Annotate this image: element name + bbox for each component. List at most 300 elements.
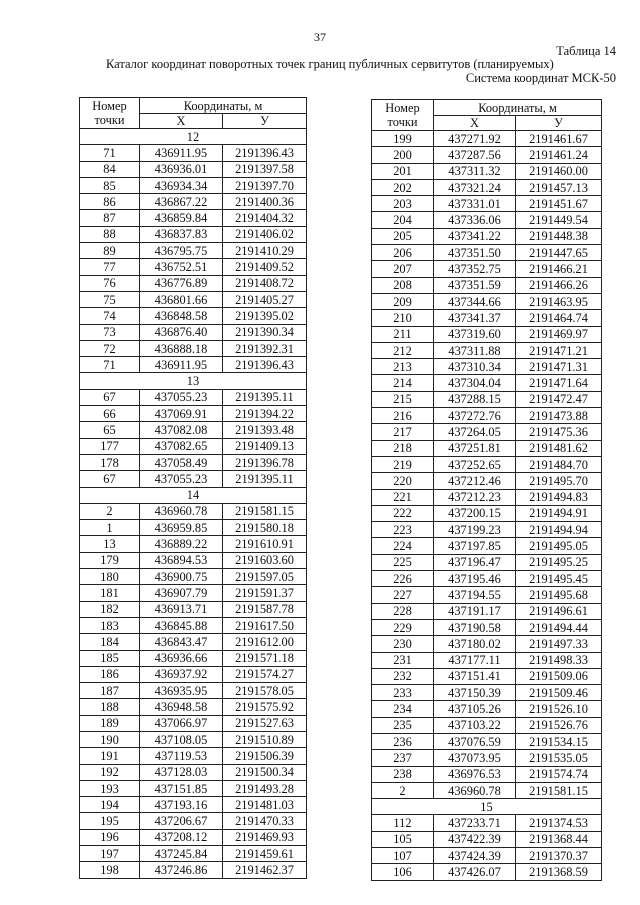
y-coordinate-cell: 2191406.02	[223, 226, 307, 242]
x-coordinate-cell: 437073.95	[434, 750, 516, 766]
table-row	[80, 357, 307, 373]
y-coordinate-cell: 2191612.00	[223, 634, 307, 650]
y-coordinate-cell: 2191409.52	[223, 259, 307, 275]
point-number-cell: 195	[80, 813, 140, 829]
header-point-number-line2: точки	[387, 115, 418, 129]
section-row	[372, 799, 602, 815]
point-number-cell: 230	[372, 636, 434, 652]
table-row	[372, 440, 602, 456]
section-row	[80, 129, 307, 145]
x-coordinate-cell: 437103.22	[434, 717, 516, 733]
y-coordinate-cell: 2191495.45	[516, 571, 602, 587]
point-number-cell: 1	[80, 520, 140, 536]
y-coordinate-cell: 2191396.43	[223, 145, 307, 161]
x-coordinate-cell: 437351.50	[434, 245, 516, 261]
table-row	[372, 277, 602, 293]
table-row	[372, 375, 602, 391]
x-coordinate-cell: 436960.78	[434, 782, 516, 798]
x-coordinate-cell: 437341.22	[434, 228, 516, 244]
header-x: X	[434, 116, 516, 131]
x-coordinate-cell: 436776.89	[140, 275, 223, 291]
table-row	[80, 829, 307, 845]
x-coordinate-cell: 436845.88	[140, 617, 223, 633]
y-coordinate-cell: 2191469.93	[223, 829, 307, 845]
table-row	[80, 406, 307, 422]
x-coordinate-cell: 436867.22	[140, 194, 223, 210]
x-coordinate-cell: 437311.32	[434, 163, 516, 179]
section-label: 15	[372, 799, 602, 815]
table-row	[372, 391, 602, 407]
y-coordinate-cell: 2191475.36	[516, 424, 602, 440]
table-row	[80, 275, 307, 291]
x-coordinate-cell: 437105.26	[434, 701, 516, 717]
point-number-cell: 186	[80, 666, 140, 682]
y-coordinate-cell: 2191463.95	[516, 293, 602, 309]
table-row	[372, 750, 602, 766]
table-row	[372, 554, 602, 570]
x-coordinate-cell: 437288.15	[434, 391, 516, 407]
point-number-cell: 204	[372, 212, 434, 228]
point-number-cell: 86	[80, 194, 140, 210]
point-number-cell: 203	[372, 196, 434, 212]
x-coordinate-cell: 437076.59	[434, 733, 516, 749]
table-row	[80, 585, 307, 601]
y-coordinate-cell: 2191481.03	[223, 797, 307, 813]
x-coordinate-cell: 436934.34	[140, 177, 223, 193]
y-coordinate-cell: 2191448.38	[516, 228, 602, 244]
point-number-cell: 191	[80, 748, 140, 764]
table-row	[372, 522, 602, 538]
y-coordinate-cell: 2191535.05	[516, 750, 602, 766]
point-number-cell: 192	[80, 764, 140, 780]
point-number-cell: 107	[372, 848, 434, 864]
y-coordinate-cell: 2191484.70	[516, 456, 602, 472]
table-row	[372, 228, 602, 244]
x-coordinate-cell: 437058.49	[140, 454, 223, 470]
point-number-cell: 207	[372, 261, 434, 277]
x-coordinate-cell: 437252.65	[434, 456, 516, 472]
table-row	[372, 505, 602, 521]
table-body-right	[372, 131, 602, 881]
table-row	[372, 131, 602, 147]
point-number-cell: 221	[372, 489, 434, 505]
y-coordinate-cell: 2191581.15	[516, 782, 602, 798]
x-coordinate-cell: 437197.85	[434, 538, 516, 554]
table-row	[80, 520, 307, 536]
table-row	[80, 666, 307, 682]
y-coordinate-cell: 2191469.97	[516, 326, 602, 342]
point-number-cell: 106	[372, 864, 434, 880]
point-number-cell: 206	[372, 245, 434, 261]
table-row	[372, 310, 602, 326]
point-number-cell: 183	[80, 617, 140, 633]
y-coordinate-cell: 2191471.64	[516, 375, 602, 391]
x-coordinate-cell: 437426.07	[434, 864, 516, 880]
x-coordinate-cell: 436911.95	[140, 357, 223, 373]
point-number-cell: 225	[372, 554, 434, 570]
y-coordinate-cell: 2191404.32	[223, 210, 307, 226]
x-coordinate-cell: 436937.92	[140, 666, 223, 682]
table-row	[372, 619, 602, 635]
y-coordinate-cell: 2191495.70	[516, 473, 602, 489]
x-coordinate-cell: 437055.23	[140, 471, 223, 487]
y-coordinate-cell: 2191495.25	[516, 554, 602, 570]
x-coordinate-cell: 436795.75	[140, 243, 223, 259]
table-row	[80, 797, 307, 813]
y-coordinate-cell: 2191509.46	[516, 685, 602, 701]
y-coordinate-cell: 2191393.48	[223, 422, 307, 438]
point-number-cell: 233	[372, 685, 434, 701]
table-row	[80, 683, 307, 699]
coordinates-table-left	[79, 97, 307, 879]
y-coordinate-cell: 2191497.33	[516, 636, 602, 652]
y-coordinate-cell: 2191494.91	[516, 505, 602, 521]
x-coordinate-cell: 437055.23	[140, 389, 223, 405]
point-number-cell: 73	[80, 324, 140, 340]
table-row	[80, 340, 307, 356]
y-coordinate-cell: 2191574.74	[516, 766, 602, 782]
x-coordinate-cell: 436876.40	[140, 324, 223, 340]
header-y: У	[223, 114, 307, 129]
y-coordinate-cell: 2191374.53	[516, 815, 602, 831]
point-number-cell: 198	[80, 862, 140, 878]
point-number-cell: 237	[372, 750, 434, 766]
table-row	[80, 715, 307, 731]
point-number-cell: 178	[80, 454, 140, 470]
x-coordinate-cell: 437352.75	[434, 261, 516, 277]
x-coordinate-cell: 437310.34	[434, 359, 516, 375]
y-coordinate-cell: 2191461.24	[516, 147, 602, 163]
table-row	[80, 210, 307, 226]
y-coordinate-cell: 2191506.39	[223, 748, 307, 764]
table-row	[80, 731, 307, 747]
x-coordinate-cell: 437319.60	[434, 326, 516, 342]
x-coordinate-cell: 436843.47	[140, 634, 223, 650]
y-coordinate-cell: 2191461.67	[516, 131, 602, 147]
x-coordinate-cell: 436907.79	[140, 585, 223, 601]
x-coordinate-cell: 437336.06	[434, 212, 516, 228]
x-coordinate-cell: 437196.47	[434, 554, 516, 570]
y-coordinate-cell: 2191494.83	[516, 489, 602, 505]
x-coordinate-cell: 437119.53	[140, 748, 223, 764]
table-row	[80, 813, 307, 829]
table-row	[372, 538, 602, 554]
table-row	[372, 864, 602, 880]
table-row	[80, 764, 307, 780]
point-number-cell: 222	[372, 505, 434, 521]
x-coordinate-cell: 437264.05	[434, 424, 516, 440]
y-coordinate-cell: 2191610.91	[223, 536, 307, 552]
x-coordinate-cell: 437304.04	[434, 375, 516, 391]
y-coordinate-cell: 2191408.72	[223, 275, 307, 291]
y-coordinate-cell: 2191395.11	[223, 389, 307, 405]
point-number-cell: 190	[80, 731, 140, 747]
point-number-cell: 67	[80, 471, 140, 487]
y-coordinate-cell: 2191396.43	[223, 357, 307, 373]
point-number-cell: 75	[80, 291, 140, 307]
y-coordinate-cell: 2191459.61	[223, 846, 307, 862]
table-row	[372, 293, 602, 309]
y-coordinate-cell: 2191368.59	[516, 864, 602, 880]
x-coordinate-cell: 437287.56	[434, 147, 516, 163]
y-coordinate-cell: 2191464.74	[516, 310, 602, 326]
table-row	[372, 652, 602, 668]
point-number-cell: 232	[372, 668, 434, 684]
y-coordinate-cell: 2191370.37	[516, 848, 602, 864]
x-coordinate-cell: 436936.01	[140, 161, 223, 177]
point-number-cell: 177	[80, 438, 140, 454]
y-coordinate-cell: 2191493.28	[223, 780, 307, 796]
y-coordinate-cell: 2191397.58	[223, 161, 307, 177]
table-row	[372, 245, 602, 261]
table-row	[372, 848, 602, 864]
y-coordinate-cell: 2191481.62	[516, 440, 602, 456]
y-coordinate-cell: 2191409.13	[223, 438, 307, 454]
table-row	[372, 815, 602, 831]
point-number-cell: 76	[80, 275, 140, 291]
y-coordinate-cell: 2191466.21	[516, 261, 602, 277]
table-row	[80, 471, 307, 487]
table-row	[80, 748, 307, 764]
x-coordinate-cell: 437190.58	[434, 619, 516, 635]
table-row	[372, 587, 602, 603]
point-number-cell: 85	[80, 177, 140, 193]
table-row	[372, 489, 602, 505]
point-number-cell: 235	[372, 717, 434, 733]
table-row	[80, 862, 307, 878]
table-row	[80, 177, 307, 193]
table-row	[80, 226, 307, 242]
point-number-cell: 2	[372, 782, 434, 798]
header-point-number-line1: Номер	[92, 99, 127, 113]
y-coordinate-cell: 2191451.67	[516, 196, 602, 212]
y-coordinate-cell: 2191495.05	[516, 538, 602, 554]
x-coordinate-cell: 437424.39	[434, 848, 516, 864]
header-x: X	[140, 114, 223, 129]
table-row	[372, 456, 602, 472]
x-coordinate-cell: 437128.03	[140, 764, 223, 780]
y-coordinate-cell: 2191390.34	[223, 324, 307, 340]
coordinates-table-right	[371, 99, 602, 881]
table-row	[372, 359, 602, 375]
point-number-cell: 208	[372, 277, 434, 293]
header-point-number-line1: Номер	[385, 101, 420, 115]
point-number-cell: 77	[80, 259, 140, 275]
point-number-cell: 200	[372, 147, 434, 163]
x-coordinate-cell: 437331.01	[434, 196, 516, 212]
table-row	[80, 650, 307, 666]
x-coordinate-cell: 436913.71	[140, 601, 223, 617]
point-number-cell: 88	[80, 226, 140, 242]
table-row	[372, 717, 602, 733]
point-number-cell: 217	[372, 424, 434, 440]
x-coordinate-cell: 436889.22	[140, 536, 223, 552]
point-number-cell: 238	[372, 766, 434, 782]
x-coordinate-cell: 436837.83	[140, 226, 223, 242]
x-coordinate-cell: 436752.51	[140, 259, 223, 275]
x-coordinate-cell: 437200.15	[434, 505, 516, 521]
x-coordinate-cell: 436976.53	[434, 766, 516, 782]
point-number-cell: 226	[372, 571, 434, 587]
header-point-number-line2: точки	[94, 113, 125, 127]
table-row	[80, 422, 307, 438]
point-number-cell: 228	[372, 603, 434, 619]
point-number-cell: 72	[80, 340, 140, 356]
y-coordinate-cell: 2191580.18	[223, 520, 307, 536]
y-coordinate-cell: 2191591.37	[223, 585, 307, 601]
document-title: Каталог координат поворотных точек границ публичных сервитутов (планируемых)	[106, 57, 554, 71]
table-row	[372, 636, 602, 652]
table-row	[80, 503, 307, 519]
table-row	[372, 571, 602, 587]
y-coordinate-cell: 2191581.15	[223, 503, 307, 519]
header-y: У	[516, 116, 602, 131]
y-coordinate-cell: 2191571.18	[223, 650, 307, 666]
y-coordinate-cell: 2191460.00	[516, 163, 602, 179]
x-coordinate-cell: 437321.24	[434, 179, 516, 195]
x-coordinate-cell: 437082.08	[140, 422, 223, 438]
point-number-cell: 213	[372, 359, 434, 375]
x-coordinate-cell: 437082.65	[140, 438, 223, 454]
y-coordinate-cell: 2191394.22	[223, 406, 307, 422]
x-coordinate-cell: 436894.53	[140, 552, 223, 568]
y-coordinate-cell: 2191472.47	[516, 391, 602, 407]
point-number-cell: 234	[372, 701, 434, 717]
y-coordinate-cell: 2191449.54	[516, 212, 602, 228]
y-coordinate-cell: 2191526.10	[516, 701, 602, 717]
x-coordinate-cell: 437151.41	[434, 668, 516, 684]
x-coordinate-cell: 436801.66	[140, 291, 223, 307]
point-number-cell: 184	[80, 634, 140, 650]
x-coordinate-cell: 436935.95	[140, 683, 223, 699]
point-number-cell: 112	[372, 815, 434, 831]
x-coordinate-cell: 437193.16	[140, 797, 223, 813]
table-row	[372, 408, 602, 424]
x-coordinate-cell: 437344.66	[434, 293, 516, 309]
table-row	[372, 147, 602, 163]
table-row	[372, 342, 602, 358]
y-coordinate-cell: 2191395.11	[223, 471, 307, 487]
x-coordinate-cell: 437272.76	[434, 408, 516, 424]
y-coordinate-cell: 2191495.68	[516, 587, 602, 603]
table-row	[80, 617, 307, 633]
table-row	[372, 733, 602, 749]
y-coordinate-cell: 2191392.31	[223, 340, 307, 356]
point-number-cell: 219	[372, 456, 434, 472]
y-coordinate-cell: 2191500.34	[223, 764, 307, 780]
point-number-cell: 71	[80, 145, 140, 161]
table-row	[372, 603, 602, 619]
x-coordinate-cell: 437246.86	[140, 862, 223, 878]
x-coordinate-cell: 437177.11	[434, 652, 516, 668]
y-coordinate-cell: 2191617.50	[223, 617, 307, 633]
section-row	[80, 487, 307, 503]
y-coordinate-cell: 2191575.92	[223, 699, 307, 715]
x-coordinate-cell: 437199.23	[434, 522, 516, 538]
point-number-cell: 182	[80, 601, 140, 617]
table-row	[372, 685, 602, 701]
point-number-cell: 199	[372, 131, 434, 147]
x-coordinate-cell: 436848.58	[140, 308, 223, 324]
point-number-cell: 87	[80, 210, 140, 226]
x-coordinate-cell: 436888.18	[140, 340, 223, 356]
x-coordinate-cell: 437191.17	[434, 603, 516, 619]
table-row	[372, 831, 602, 847]
point-number-cell: 202	[372, 179, 434, 195]
x-coordinate-cell: 437195.46	[434, 571, 516, 587]
table-row	[372, 766, 602, 782]
point-number-cell: 215	[372, 391, 434, 407]
table-row	[80, 438, 307, 454]
x-coordinate-cell: 437212.46	[434, 473, 516, 489]
y-coordinate-cell: 2191498.33	[516, 652, 602, 668]
point-number-cell: 211	[372, 326, 434, 342]
y-coordinate-cell: 2191597.05	[223, 569, 307, 585]
point-number-cell: 201	[372, 163, 434, 179]
y-coordinate-cell: 2191457.13	[516, 179, 602, 195]
point-number-cell: 231	[372, 652, 434, 668]
y-coordinate-cell: 2191603.60	[223, 552, 307, 568]
point-number-cell: 227	[372, 587, 434, 603]
y-coordinate-cell: 2191471.31	[516, 359, 602, 375]
table-row	[80, 389, 307, 405]
x-coordinate-cell: 437180.02	[434, 636, 516, 652]
y-coordinate-cell: 2191462.37	[223, 862, 307, 878]
table-row	[372, 668, 602, 684]
x-coordinate-cell: 436960.78	[140, 503, 223, 519]
point-number-cell: 224	[372, 538, 434, 554]
point-number-cell: 214	[372, 375, 434, 391]
point-number-cell: 189	[80, 715, 140, 731]
point-number-cell: 205	[372, 228, 434, 244]
y-coordinate-cell: 2191410.29	[223, 243, 307, 259]
y-coordinate-cell: 2191587.78	[223, 601, 307, 617]
section-row	[80, 373, 307, 389]
header-coordinates: Координаты, м	[140, 98, 307, 114]
table-row	[80, 780, 307, 796]
y-coordinate-cell: 2191405.27	[223, 291, 307, 307]
y-coordinate-cell: 2191527.63	[223, 715, 307, 731]
table-row	[372, 782, 602, 798]
section-label: 13	[80, 373, 307, 389]
point-number-cell: 187	[80, 683, 140, 699]
x-coordinate-cell: 437311.88	[434, 342, 516, 358]
x-coordinate-cell: 437150.39	[434, 685, 516, 701]
y-coordinate-cell: 2191574.27	[223, 666, 307, 682]
table-row	[372, 163, 602, 179]
point-number-cell: 65	[80, 422, 140, 438]
point-number-cell: 210	[372, 310, 434, 326]
y-coordinate-cell: 2191368.44	[516, 831, 602, 847]
point-number-cell: 89	[80, 243, 140, 259]
header-point-number	[80, 98, 140, 129]
table-row	[372, 473, 602, 489]
x-coordinate-cell: 437233.71	[434, 815, 516, 831]
header-coordinates: Координаты, м	[434, 100, 602, 116]
point-number-cell: 84	[80, 161, 140, 177]
table-row	[372, 179, 602, 195]
x-coordinate-cell: 437251.81	[434, 440, 516, 456]
table-row	[80, 161, 307, 177]
point-number-cell: 193	[80, 780, 140, 796]
point-number-cell: 220	[372, 473, 434, 489]
table-row	[372, 261, 602, 277]
y-coordinate-cell: 2191396.78	[223, 454, 307, 470]
y-coordinate-cell: 2191494.44	[516, 619, 602, 635]
table-body-left	[80, 129, 307, 879]
table-row	[80, 145, 307, 161]
point-number-cell: 188	[80, 699, 140, 715]
